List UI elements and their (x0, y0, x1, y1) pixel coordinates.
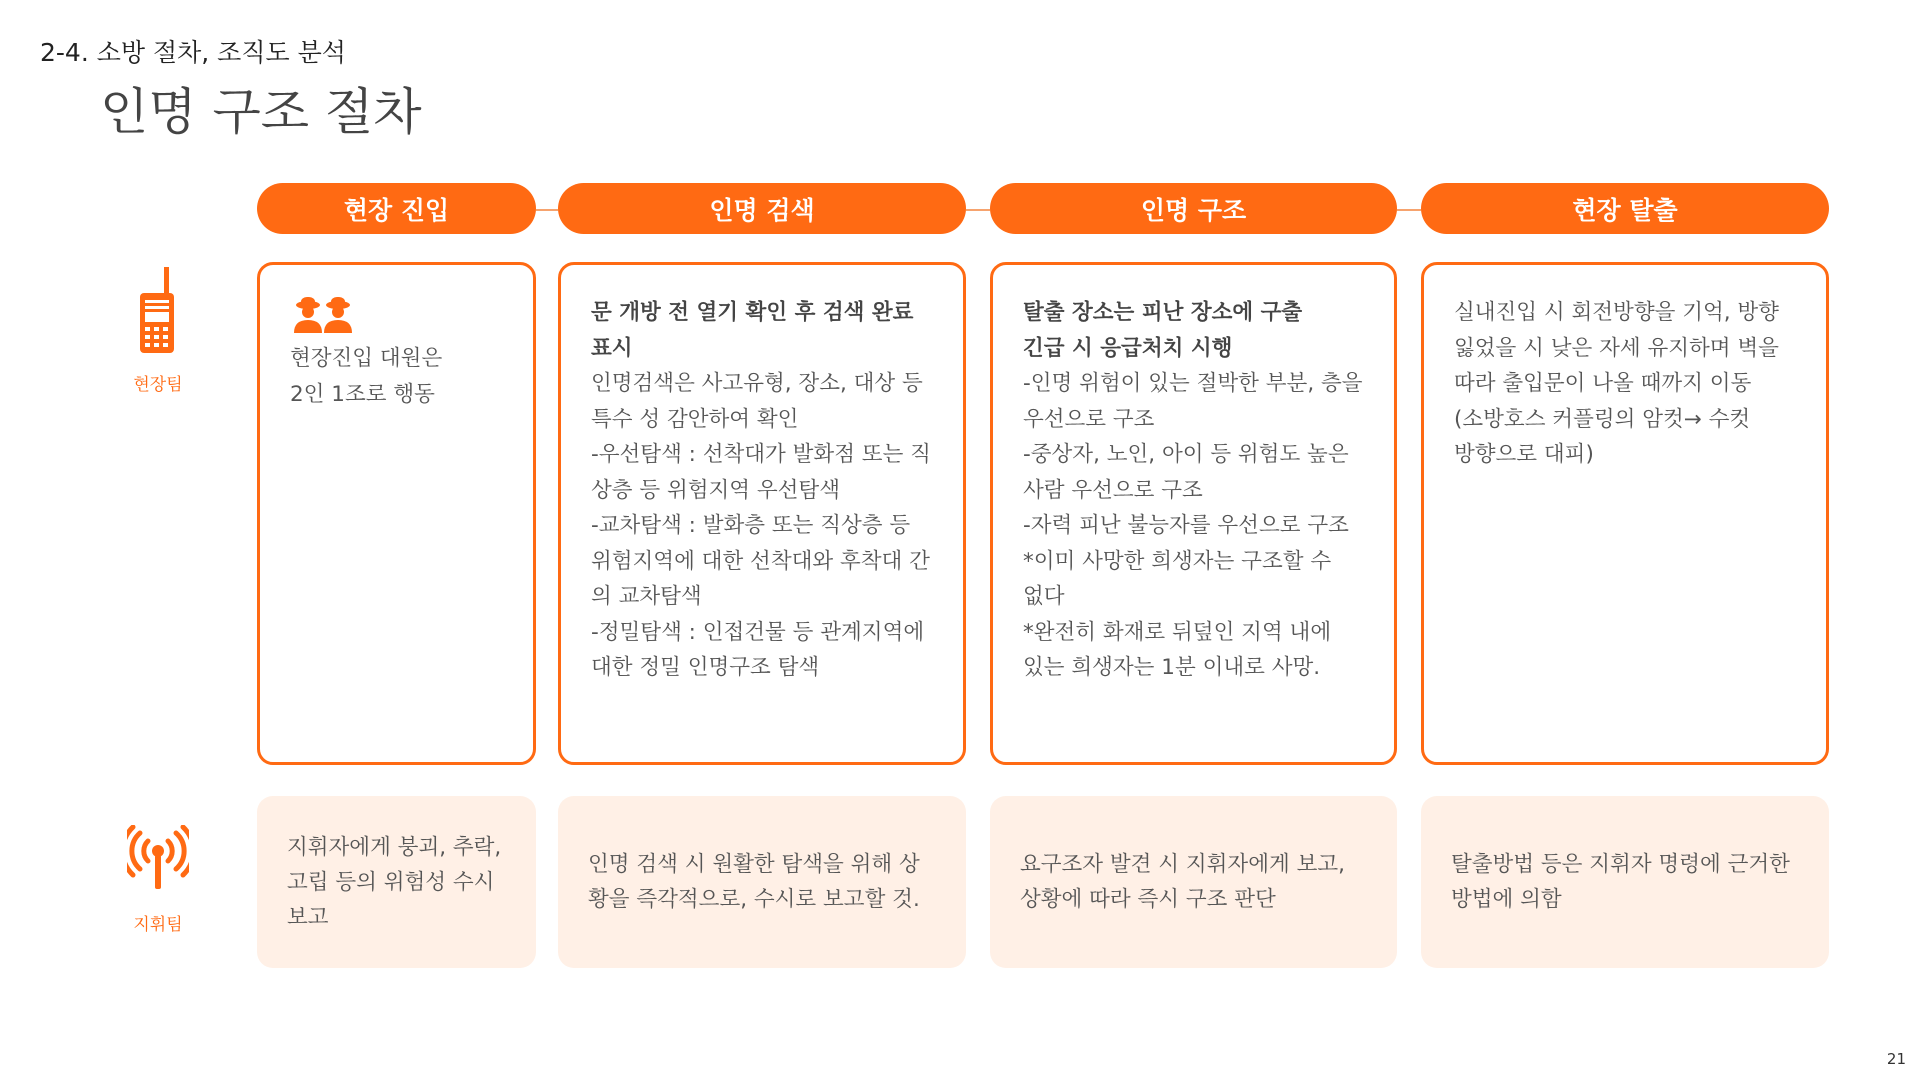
step-pill-rescue: 인명 구조 (990, 183, 1397, 234)
command-text-line: 방법에 의함 (1451, 887, 1562, 912)
field-text-line: -정밀탐색 : 인접건물 등 관계지역에 (591, 619, 925, 645)
field-text-line: 현장진입 대원은 (290, 346, 443, 371)
step-pill-search: 인명 검색 (558, 183, 966, 234)
field-bold-line: 긴급 시 응급처치 시행 (1023, 335, 1233, 361)
command-card-entry (257, 796, 536, 968)
command-text-line: 요구조자 발견 시 지휘자에게 보고, (1020, 852, 1345, 877)
field-text-line: 사람 우선으로 구조 (1023, 477, 1203, 503)
field-text-line: 특수 성 감안하여 확인 (591, 406, 799, 432)
field-card-escape (1421, 262, 1829, 765)
command-text-line: 황을 즉각적으로, 수시로 보고할 것. (588, 887, 920, 912)
field-text-line: 대한 정밀 인명구조 탐색 (591, 655, 820, 680)
command-text-line: 인명 검색 시 원활한 탐색을 위해 상 (588, 852, 920, 877)
step-connector (1397, 209, 1421, 211)
field-text-line: -인명 위험이 있는 절박한 부분, 층을 (1023, 371, 1363, 396)
field-bold-line: 표시 (591, 335, 633, 361)
page-number: 21 (1886, 1050, 1906, 1068)
field-text-line: -중상자, 노인, 아이 등 위험도 높은 (1023, 442, 1349, 467)
command-card-escape (1421, 796, 1829, 968)
field-text-line: 상층 등 위험지역 우선탐색 (591, 477, 840, 503)
command-card-search (558, 796, 966, 968)
field-text-line: (소방호스 커플링의 암컷→ 수컷 (1454, 406, 1751, 432)
field-text-line: 우선으로 구조 (1023, 406, 1155, 432)
field-card-search (558, 262, 966, 765)
field-text-line: 없다 (1023, 584, 1065, 609)
row-label-field-team: 현장팀 (133, 375, 183, 395)
field-text-line: -교차탐색 : 발화층 또는 직상층 등 (591, 513, 911, 538)
command-text-line: 탈출방법 등은 지휘자 명령에 근거한 (1451, 852, 1790, 877)
field-bold-line: 문 개방 전 열기 확인 후 검색 완료 (591, 300, 914, 325)
row-label-command-team: 지휘팀 (133, 915, 183, 935)
breadcrumb: 2-4. 소방 절차, 조직도 분석 (40, 38, 346, 67)
field-text-line: 방향으로 대피) (1454, 442, 1594, 467)
command-text-line: 상황에 따라 즉시 구조 판단 (1020, 887, 1276, 912)
field-text-line: 위험지역에 대한 선착대와 후착대 간 (591, 548, 930, 574)
field-card-entry (257, 262, 536, 765)
firefighters-icon (290, 295, 503, 337)
command-text-line: 고립 등의 위험성 수시 (287, 869, 495, 895)
step-connector (966, 209, 990, 211)
step-connector (536, 209, 558, 211)
field-text-line: 따라 출입문이 나올 때까지 이동 (1454, 371, 1752, 396)
step-pill-escape: 현장 탈출 (1421, 183, 1829, 234)
field-card-rescue (990, 262, 1397, 765)
field-text-line: 2인 1조로 행동 (290, 381, 435, 407)
field-text-line: 실내진입 시 회전방향을 기억, 방향 (1454, 300, 1779, 325)
field-text-line: -자력 피난 불능자를 우선으로 구조 (1023, 513, 1349, 538)
field-text-line: 있는 희생자는 1분 이내로 사망. (1023, 655, 1321, 680)
field-text-line: 인명검색은 사고유형, 장소, 대상 등 (591, 371, 923, 396)
radio-icon (135, 267, 179, 359)
field-text-line: *완전히 화재로 뒤덮인 지역 내에 (1023, 619, 1332, 645)
command-text-line: 보고 (287, 904, 329, 930)
step-pill-entry: 현장 진입 (257, 183, 536, 234)
field-bold-line: 탈출 장소는 피난 장소에 구출 (1023, 300, 1303, 325)
field-text-line: 잃었을 시 낮은 자세 유지하며 벽을 (1454, 335, 1779, 361)
page-title: 인명 구조 절차 (100, 83, 422, 141)
field-text-line: 의 교차탐색 (591, 584, 702, 609)
command-text-line: 지휘자에게 붕괴, 추락, (287, 834, 502, 860)
field-text-line: *이미 사망한 희생자는 구조할 수 (1023, 548, 1332, 574)
antenna-icon (127, 825, 189, 895)
command-card-rescue (990, 796, 1397, 968)
field-text-line: -우선탐색 : 선착대가 발화점 또는 직 (591, 442, 931, 467)
